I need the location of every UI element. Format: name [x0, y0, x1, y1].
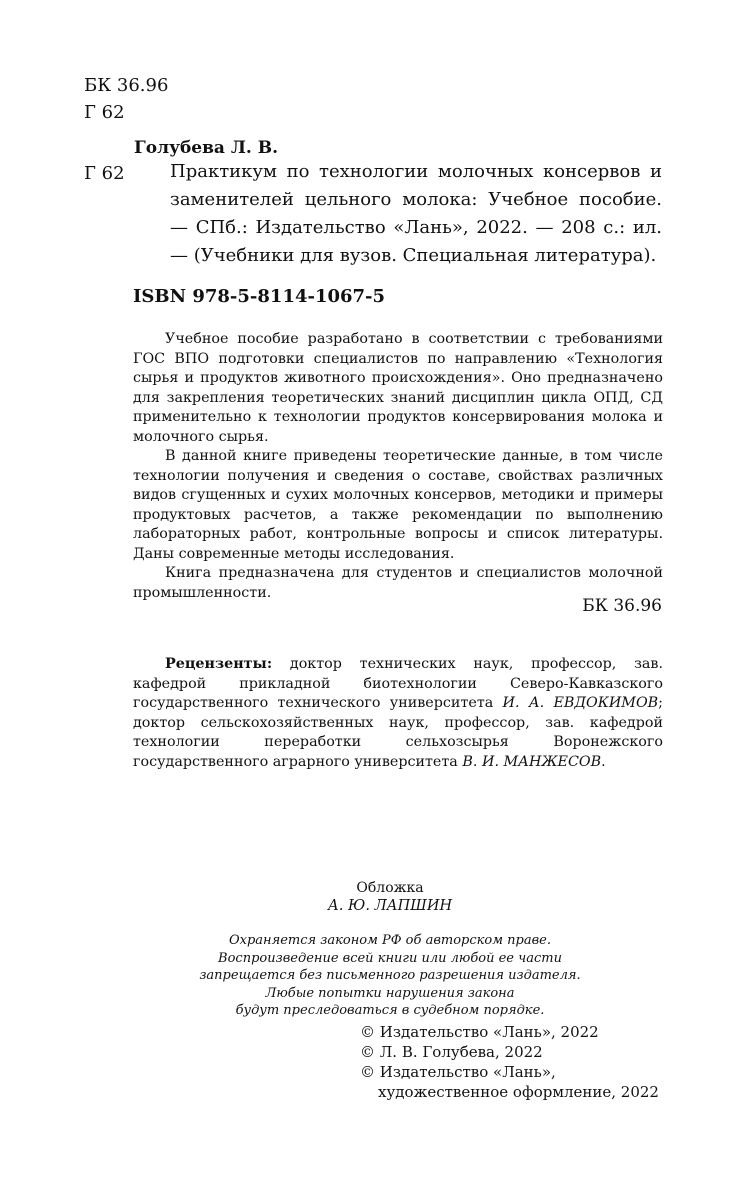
copyright-line-1: © Издательство «Лань», 2022 — [360, 1023, 599, 1041]
annotation-paragraph-2: В данной книге приведены теоретические данные, в том числе технологии получения и сведения о составе, свойствах различных видов сгущенных и сухих молочных консервов, методики и примеры продуктовых расчетов, а также рекомендации по выполнению лабораторных работ, контрольные вопросы и список литературы. Даны современные методы исследования. — [133, 448, 663, 562]
reviewers-text-1: доктор технических наук, профессор, зав. кафедрой прикладной биотехнологии Северо-Кавказского государственного технического университета — [133, 656, 663, 711]
rights-line-4: Любые попытки нарушения закона — [265, 985, 515, 1001]
copyright-block — [360, 1022, 659, 1102]
rights-line-3: запрещается без письменного разрешения издателя. — [199, 968, 581, 983]
cover-label: Обложка — [356, 880, 424, 896]
reviewers-label: Рецензенты: — [165, 656, 273, 672]
rights-line-2: Воспроизведение всей книги или любой ее части — [218, 950, 562, 966]
reviewers-end: . — [601, 753, 606, 770]
cover-designer: А. Ю. ЛАПШИН — [327, 898, 453, 914]
reviewers — [133, 655, 663, 772]
author-mark-side: Г 62 — [84, 163, 125, 184]
reviewers-text-2: ; доктор сельскохозяйственных наук, профессор, зав. кафедрой технологии переработки сельхозсырья Воронежского государственного аграрного университета — [133, 695, 663, 770]
annotation-paragraph-1: Учебное пособие разработано в соответствии с требованиями ГОС ВПО подготовки специалистов по направлению «Технология сырья и продуктов животного происхождения». Оно предназначено для закрепления теоретических знаний дисциплин цикла ОПД, СД применительно к технологии продуктов консервирования молока и молочного сырья. — [133, 331, 663, 445]
isbn: ISBN 978-5-8114-1067-5 — [133, 286, 386, 307]
rights-line-5: будут преследоваться в судебном порядке. — [235, 1003, 545, 1018]
reviewer-name-2: В. И. МАНЖЕСОВ — [462, 753, 602, 770]
rights-notice — [190, 932, 590, 1020]
reviewer-name-1: И. А. ЕВДОКИМОВ — [502, 695, 659, 711]
copyright-line-3: © Издательство «Лань», — [360, 1063, 556, 1081]
copyright-line-4: художественное оформление, 2022 — [378, 1083, 659, 1101]
annotation-paragraph-3: Книга предназначена для студентов и специалистов молочной промышленности. — [133, 565, 663, 601]
author-name: Голубева Л. В. — [134, 138, 279, 158]
author-mark: Г 62 — [84, 102, 125, 123]
bibliographic-description — [170, 158, 662, 270]
bbk-code-bottom: БК 36.96 — [582, 596, 662, 616]
copyright-line-2: © Л. В. Голубева, 2022 — [360, 1043, 543, 1061]
title-text: Практикум по технологии молочных консервов и заменителей цельного молока: Учебное пособие. — СПб.: Издательство «Лань», 2022. — 208 с.: ил. — (Учебники для вузов. Специальная литература). — [170, 161, 662, 266]
annotation — [133, 330, 663, 603]
bbk-code: БК 36.96 — [84, 75, 169, 96]
rights-line-1: Охраняется законом РФ об авторском праве. — [229, 933, 551, 948]
bbk-header — [84, 72, 168, 126]
